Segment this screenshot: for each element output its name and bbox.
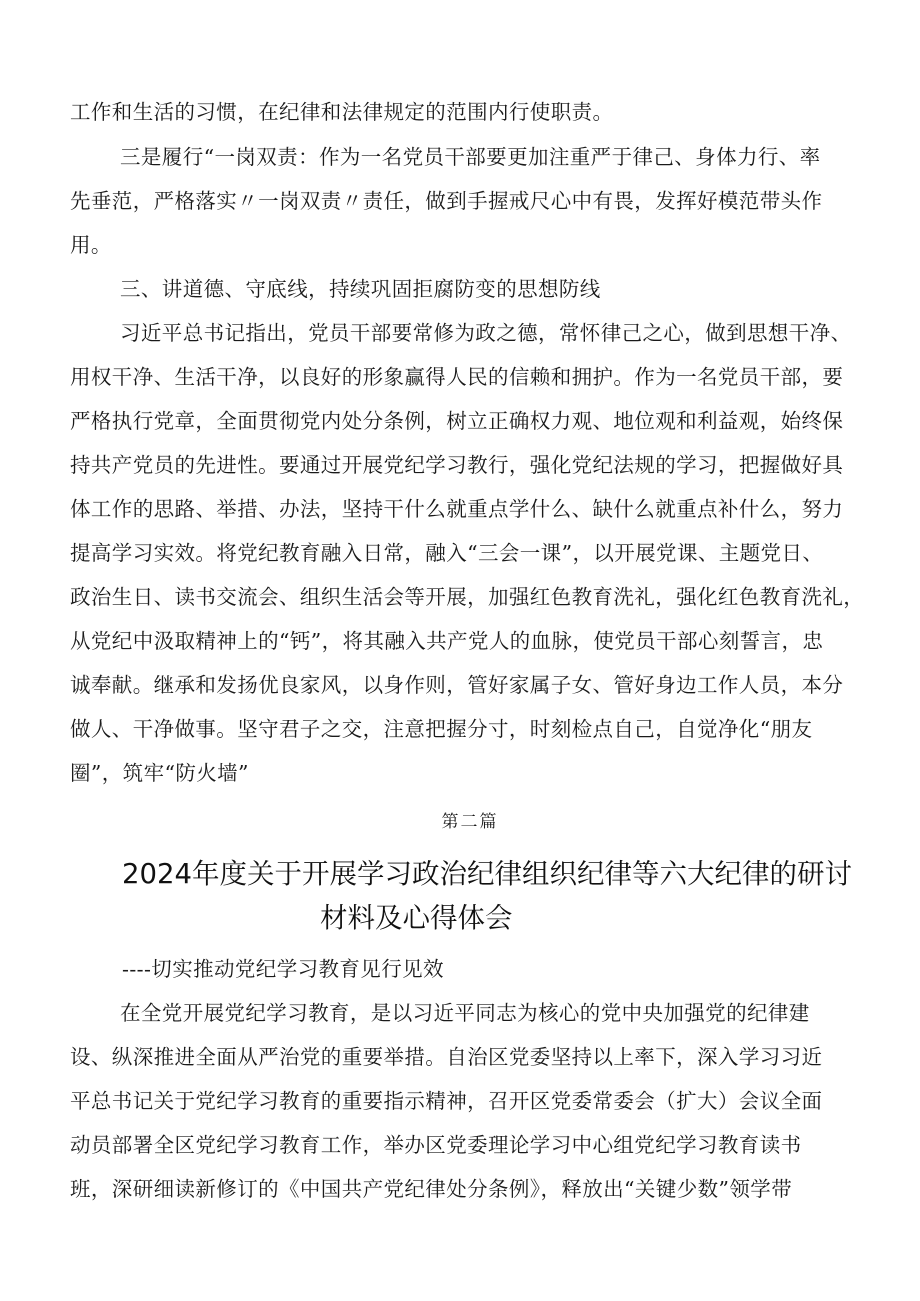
document-subtitle: ----切实推动党纪学习教育见行见效 — [122, 957, 444, 981]
paragraph-line: 体工作的思路、举措、办法，坚持干什么就重点学什么、缺什么就重点补什么，努力 — [70, 497, 844, 521]
document-title-line1: 2024年度关于开展学习政治纪律组织纪律等六大纪律的研讨 — [122, 858, 852, 890]
paragraph-line: 工作和生活的习惯，在纪律和法律规定的范围内行使职责。 — [70, 100, 614, 124]
paragraph-line: 设、纵深推进全面从严治党的重要举措。自治区党委坚持以上率下，深入学习习近 — [70, 1045, 823, 1069]
paragraph-line: 动员部署全区党纪学习教育工作，举办区党委理论学习中心组党纪学习教育读书 — [70, 1133, 802, 1157]
paragraph-line: 在全党开展党纪学习教育，是以习近平同志为核心的党中央加强党的纪律建 — [120, 1001, 810, 1025]
paragraph-line: 政治生日、读书交流会、组织生活会等开展，加强红色教育洗礼，强化红色教育洗礼， — [70, 585, 865, 609]
paragraph-line: 用。 — [70, 233, 112, 257]
paragraph-line: 平总书记关于党纪学习教育的重要指示精神，召开区党委常委会（扩大）会议全面 — [70, 1089, 823, 1113]
paragraph-line: 诚奉献。继承和发扬优良家风，以身作则，管好家属子女、管好身边工作人员，本分 — [70, 673, 844, 697]
paragraph-line: 用权干净、生活干净，以良好的形象赢得人民的信赖和拥护。作为一名党员干部，要 — [70, 365, 844, 389]
section-label: 第二篇 — [441, 812, 499, 832]
paragraph-line: 提高学习实效。将党纪教育融入日常，融入“三会一课”，以开展党课、主题党日、 — [70, 541, 824, 565]
paragraph-line: 严格执行党章，全面贯彻党内处分条例，树立正确权力观、地位观和利益观，始终保 — [70, 409, 844, 433]
document-title-line2: 材料及心得体会 — [320, 902, 513, 934]
paragraph-line: 持共产党员的先进性。要通过开展党纪学习教行，强化党纪法规的学习，把握做好具 — [70, 453, 844, 477]
paragraph-line: 习近平总书记指出，党员干部要常修为政之德，常怀律己之心，做到思想干净、 — [120, 321, 852, 345]
paragraph-line: 先垂范，严格落实〃一岗双责〃责任，做到手握戒尺心中有畏，发挥好模范带头作 — [70, 189, 823, 213]
section-heading: 三、讲道德、守底线，持续巩固拒腐防变的思想防线 — [120, 277, 601, 301]
paragraph-line: 圈”，筑牢“防火墙” — [70, 761, 249, 785]
paragraph-line: 从党纪中汲取精神上的“钙”，将其融入共产党人的血脉，使党员干部心刻誓言，忠 — [70, 629, 824, 653]
paragraph-line: 班，深研细读新修订的《中国共产党纪律处分条例》，释放出“关键少数”领学带 — [70, 1177, 793, 1201]
paragraph-line: 三是履行“一岗双责：作为一名党员干部要更加注重严于律己、身体力行、率 — [120, 145, 821, 169]
paragraph-line: 做人、干净做事。坚守君子之交，注意把握分寸，时刻检点自己，自觉净化“朋友 — [70, 717, 813, 741]
